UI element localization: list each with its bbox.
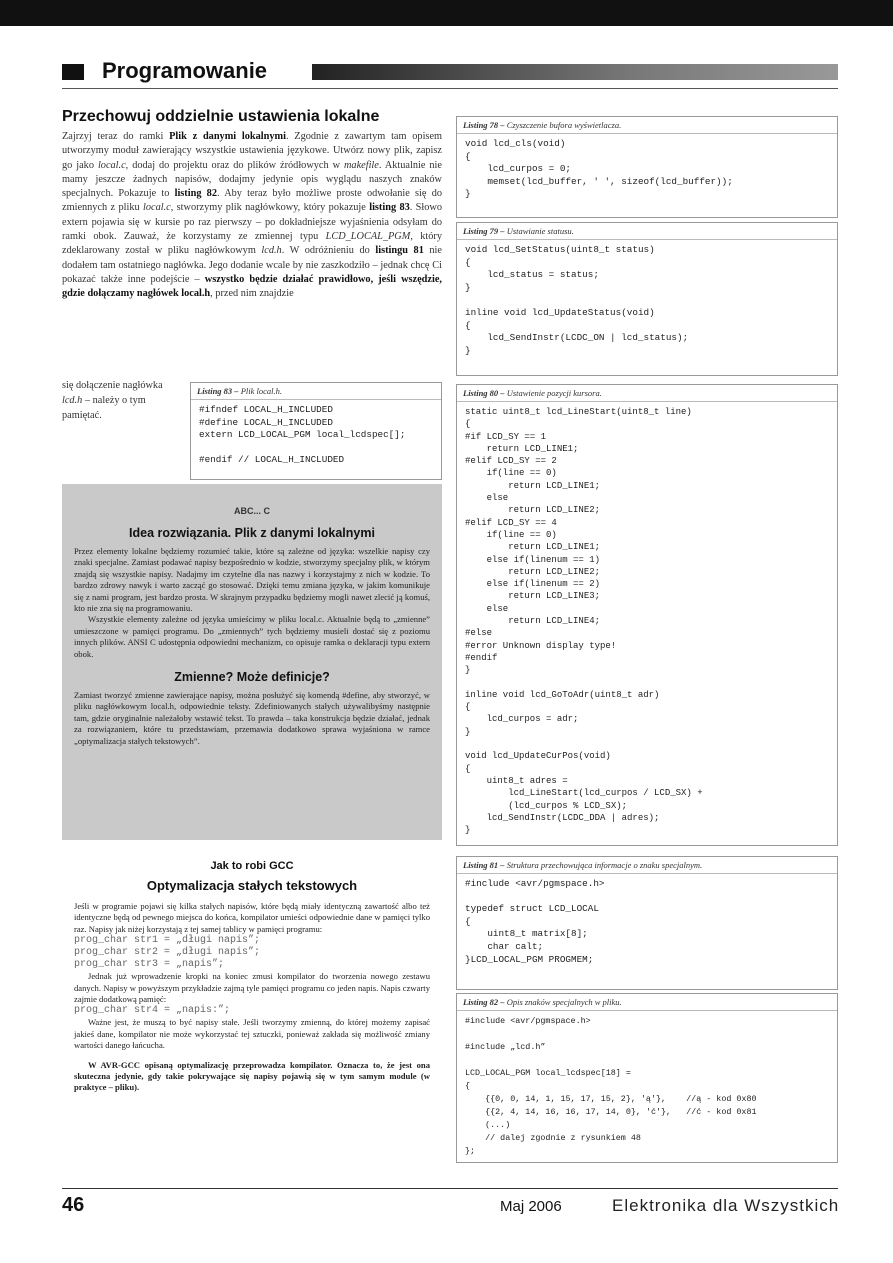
box-heading: Zmienne? Może definicje? bbox=[174, 670, 330, 685]
header-stripe bbox=[312, 64, 838, 80]
sidebar-box-abc bbox=[62, 484, 442, 840]
sidebar-box-gcc bbox=[62, 850, 442, 1166]
listing-caption: Listing 79 – Ustawianie statusu. bbox=[457, 223, 837, 240]
box-paragraph: Jednak już wprowadzenie kropki na koniec zmusi kompilator do tworzenia nowego zestawu danych. Napisy w powyższym przykładzie zajmą tyle pamięci programu co jeden napis. Napis czwarty zajmie dodatkową pamięć: bbox=[74, 971, 430, 1005]
listing-code: static uint8_t lcd_LineStart(uint8_t line) { #if LCD_SY == 1 return LCD_LINE1; #elif LCD_SY == 2 if(line == 0) return LCD_LINE1; else return LCD_LINE2; #elif LCD_SY == 4 if(line == 0) return LCD_LINE1; else if(linenum == 1) return LCD_LINE2; else if(linenum == 2) return LCD_LINE3; else return LCD_LINE4; #else #error Unknown display type! #endif } inline void lcd_GoToAdr(uint8_t adr) { lcd_curpos = adr; } void lcd_UpdateCurPos(void) { uint8_t adres = lcd_LineStart(lcd_curpos / LCD_SX) + (lcd_curpos % LCD_SX); lcd_SendInstr(LCDC_DDA | adres); } bbox=[465, 407, 703, 836]
box-code: prog_char str1 = „długi napis”; prog_char str2 = „długi napis”; prog_char str3 = „napis”; bbox=[74, 935, 261, 971]
listing-caption: Listing 80 – Ustawienie pozycji kursora. bbox=[457, 385, 837, 402]
listing-82 bbox=[456, 993, 838, 1163]
article-heading: Przechowuj oddzielnie ustawienia lokalne bbox=[62, 108, 380, 125]
listing-code: #include <avr/pgmspace.h> #include „lcd.h” LCD_LOCAL_PGM local_lcdspec[18] = { {{0, 0, 14, 1, 15, 17, 15, 2}, 'ą'}, //ą - kod 0x80 {{2, 4, 14, 16, 16, 17, 14, 0}, 'ć'}, //ć - kod 0x81 (...) // dalej zgodnie z rysunkiem 48 }; bbox=[465, 1016, 757, 1156]
listing-79 bbox=[456, 222, 838, 376]
listing-78 bbox=[456, 116, 838, 218]
listing-code: void lcd_SetStatus(uint8_t status) { lcd_status = status; } inline void lcd_UpdateStatus(void) { lcd_SendInstr(LCDC_ON | lcd_status); } bbox=[465, 244, 689, 356]
box-paragraph: Jeśli w programie pojawi się kilka stałych napisów, które będą miały identyczną zawartość albo też identyczne będą od pewnego miejsca do końca, kompilator umieści odpowiednie dane w pamięci tylko raz. Napisy jak niżej korzystają z tej samej tablicy w pamięci programu: bbox=[74, 901, 430, 934]
box-paragraph: W AVR-GCC opisaną optymalizację przeprowadza kompilator. Oznacza to, że jest ona skuteczna jedynie, gdy takie pokrywające się napisy pojawią się w tym samym module (w praktyce – pliku). bbox=[74, 1059, 430, 1093]
box-heading: Jak to robi GCC bbox=[210, 860, 294, 872]
section-square-icon bbox=[62, 64, 84, 80]
footer-rule bbox=[62, 1188, 838, 1189]
listing-caption: Listing 81 – Struktura przechowująca informacje o znaku specjalnym. bbox=[457, 857, 837, 874]
listing-code: #include <avr/pgmspace.h> typedef struct LCD_LOCAL { uint8_t matrix[8]; char calt; }LCD_LOCAL_PGM PROGMEM; bbox=[465, 878, 605, 965]
listing-code: void lcd_cls(void) { lcd_curpos = 0; memset(lcd_buffer, ' ', sizeof(lcd_buffer)); } bbox=[465, 138, 733, 200]
article-paragraph: Zajrzyj teraz do ramki Plik z danymi lokalnymi. Zgodnie z zawartym tam opisem utworzymy moduł zawierający wszystkie ustawienia językowe. Utwórz nowy plik, zapisz go jako local.c, dodaj do projektu oraz do plików źródłowych w makefile. Aktualnie nie mamy jeszcze żadnych napisów, dodajmy jedynie opis wyglądu naszych znaków specjalnych. Pokazuje to listing 82. Aby teraz było możliwe proste odwołanie się do zmiennych z pliku local.c, stworzymy plik nagłówkowy, który pokazuje listing 83. Słowo extern pojawia się w kursie po raz pierwszy – po dokładniejsze wyjaśnienia odsyłam do ramki obok. Zauważ, że korzystamy ze zmiennej typu LCD_LOCAL_PGM, który zdeklarowany został w pliku nagłówkowym lcd.h. W odróżnieniu do listingu 81 nie dodałem tam ostatniego nagłówka. Jego dodanie wcale by nie zaszkodziło – jednak chcę Ci pokazać także inne podejście – wszystko będzie działać prawidłowo, jeśli wszędzie, gdzie dołączamy nagłówek local.h, przed nim znajdzie bbox=[62, 131, 443, 300]
article-paragraph-end: się dołączenie nagłówka lcd.h – należy o tym pamiętać. bbox=[62, 380, 163, 421]
page-number: 46 bbox=[62, 1194, 85, 1216]
listing-80 bbox=[456, 384, 838, 846]
box-heading: Idea rozwiązania. Plik z danymi lokalnymi bbox=[129, 526, 375, 540]
issue-date: Maj 2006 bbox=[500, 1198, 562, 1215]
section-header bbox=[62, 58, 838, 90]
listing-caption: Listing 83 – Plik local.h. bbox=[191, 383, 441, 400]
listing-code: #ifndef LOCAL_H_INCLUDED #define LOCAL_H_INCLUDED extern LCD_LOCAL_PGM local_lcdspec[]; #endif // LOCAL_H_INCLUDED bbox=[199, 404, 406, 466]
magazine-title: Elektronika dla Wszystkich bbox=[612, 1196, 840, 1215]
box-heading: Optymalizacja stałych tekstowych bbox=[146, 878, 358, 893]
article-body bbox=[62, 108, 442, 302]
listing-83 bbox=[190, 382, 442, 480]
box-tag: ABC... C bbox=[234, 506, 270, 516]
box-paragraph: Zamiast tworzyć zmienne zawierające napisy, można posłużyć się komendą #define, aby stworzyć, w pliku nagłówkowym local.h, odpowiednie teksty. Zdefiniowanych stałych używalibyśmy następnie tam, gdzie oryginalnie należałoby wstawić tekst. To prawda – taka konstrukcja będzie działać, jednak za rozwiązaniem, które tu przedstawiam, przemawia dodatkowo sprawa wyjaśniona w ramce „optymalizacja stałych tekstowych”. bbox=[74, 690, 430, 746]
header-rule bbox=[62, 88, 838, 89]
listing-caption: Listing 78 – Czyszczenie bufora wyświetlacza. bbox=[457, 117, 837, 134]
listing-caption: Listing 82 – Opis znaków specjalnych w pliku. bbox=[457, 994, 837, 1011]
box-paragraph: Ważne jest, że muszą to być napisy stałe. Jeśli tworzymy zmienną, do której możemy zapisać jakieś dane, kompilator nie może wykorzystać tej sztuczki, ponieważ zakłada się możliwość zmiany wartości danego łańcucha. bbox=[74, 1017, 430, 1051]
box-paragraph: Wszystkie elementy zależne od języka umieścimy w pliku local.c. Aktualnie będą to „zmienne” umieszczone w pamięci programu. Do „zmiennych” tych będziemy musieli dostać się z poziomu innych plików. ANSI C udostępnia odpowiedni mechanizm, co opisuje ramka o deklaracji typu extern obok. bbox=[74, 614, 430, 659]
box-paragraph: Przez elementy lokalne będziemy rozumieć takie, które są zależne od języka: wszelkie napisy czy znaki specjalne. Zamiast podawać napisy bezpośrednio w kodzie, stworzymy specjalny plik, w którym znajdą się wszystkie napisy. Nadajmy im czytelne dla nas nazwy i korzystajmy z nich w kodzie. To bardzo zdrowy nawyk i warto zacząć go stosować. Dzięki temu zmiana języka, w jakim komunikuje się z nami program, jest bardzo prosta. W skrajnym przypadku będziemy mogli nawet zlecić ją komuś, kto nie zna się na programowaniu. bbox=[74, 546, 430, 614]
section-title: Programowanie bbox=[102, 58, 268, 83]
listing-81 bbox=[456, 856, 838, 990]
box-code: prog_char str4 = „napis:”; bbox=[74, 1005, 231, 1017]
top-dark-band bbox=[0, 0, 893, 26]
